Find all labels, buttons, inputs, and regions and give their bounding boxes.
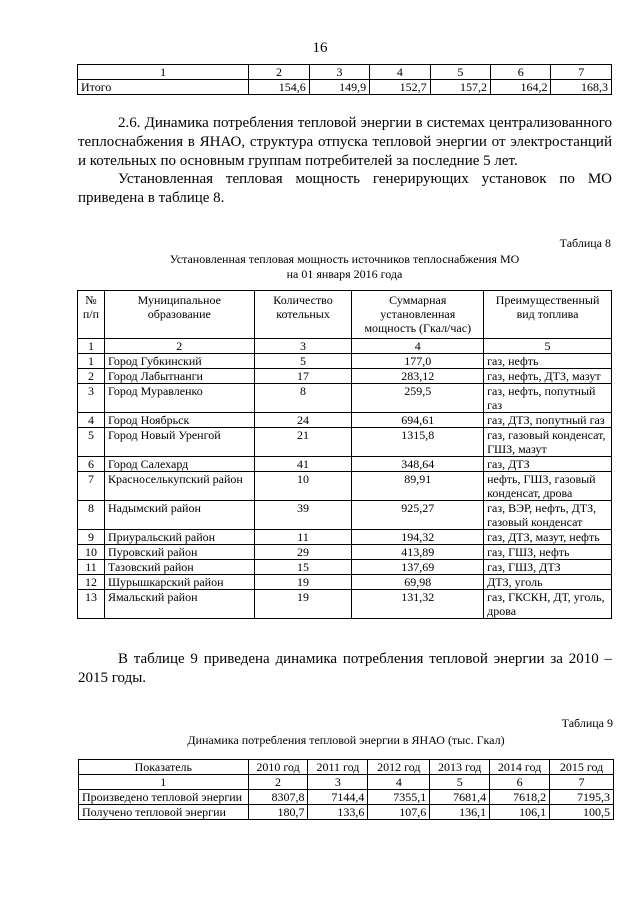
table8-header-cell: Суммарная установленная мощность (Гкал/час) bbox=[352, 291, 484, 339]
table-cell: 6 bbox=[78, 457, 105, 472]
table9-header-cell: 2013 год bbox=[430, 760, 490, 775]
table8-header-cell: Муниципальное образование bbox=[104, 291, 254, 339]
table9-header-cell: 2015 год bbox=[550, 760, 614, 775]
table9-header-cell: 2014 год bbox=[490, 760, 550, 775]
top-table-col: 3 bbox=[309, 65, 369, 80]
table-cell: 5 bbox=[78, 428, 105, 457]
table8-colnum: 3 bbox=[254, 339, 352, 354]
table9-label: Таблица 9 bbox=[561, 716, 613, 730]
table-cell: 7195,3 bbox=[550, 790, 614, 805]
table-cell: 100,5 bbox=[550, 805, 614, 820]
table-cell: 136,1 bbox=[430, 805, 490, 820]
table-cell: газ, ДТЗ, попутный газ bbox=[484, 413, 612, 428]
table9-colnum: 1 bbox=[79, 775, 249, 790]
table-cell: Шурышкарский район bbox=[104, 575, 254, 590]
table-cell: Красноселькупский район bbox=[104, 472, 254, 501]
table-row bbox=[78, 354, 612, 369]
table-cell: 29 bbox=[254, 545, 352, 560]
table-cell: 8 bbox=[254, 384, 352, 413]
table-cell: газ, ДТЗ bbox=[484, 457, 612, 472]
table-cell: 164,2 bbox=[491, 80, 551, 95]
table-cell: 12 bbox=[78, 575, 105, 590]
table-cell: 21 bbox=[254, 428, 352, 457]
table-cell: 7681,4 bbox=[430, 790, 490, 805]
table-cell: Город Губкинский bbox=[104, 354, 254, 369]
top-table-col: 6 bbox=[491, 65, 551, 80]
table-row bbox=[79, 805, 614, 820]
table8-colnum: 1 bbox=[78, 339, 105, 354]
table-cell: 39 bbox=[254, 501, 352, 530]
table8-title-line2: на 01 января 2016 года bbox=[286, 267, 403, 281]
table-cell: 131,32 bbox=[352, 590, 484, 619]
table-cell: 5 bbox=[254, 354, 352, 369]
table-cell: Итого bbox=[78, 80, 249, 95]
table-row bbox=[78, 369, 612, 384]
paragraph-table9: В таблице 9 приведена динамика потребления тепловой энергии за 2010 – 2015 годы. bbox=[78, 651, 612, 686]
table9-header-row bbox=[79, 760, 614, 775]
table-cell: газ, ВЭР, нефть, ДТЗ, газовый конденсат bbox=[484, 501, 612, 530]
table9-colnum: 4 bbox=[368, 775, 430, 790]
table-row bbox=[78, 590, 612, 619]
table-row bbox=[78, 575, 612, 590]
table-cell: 106,1 bbox=[490, 805, 550, 820]
table-cell: Город Муравленко bbox=[104, 384, 254, 413]
top-table-col: 5 bbox=[430, 65, 490, 80]
table8-header-row bbox=[78, 291, 612, 339]
table-cell: 1315,8 bbox=[352, 428, 484, 457]
table8-colnum-row bbox=[78, 339, 612, 354]
top-table bbox=[77, 64, 612, 95]
table-cell: 11 bbox=[254, 530, 352, 545]
table-cell: 259,5 bbox=[352, 384, 484, 413]
table-cell: нефть, ГШЗ, газовый конденсат, дрова bbox=[484, 472, 612, 501]
table-cell: Ямальский район bbox=[104, 590, 254, 619]
top-table-header-row bbox=[78, 65, 612, 80]
table-cell: газ, ГШЗ, нефть bbox=[484, 545, 612, 560]
table9-header-cell: 2011 год bbox=[308, 760, 368, 775]
table9-colnum: 2 bbox=[248, 775, 308, 790]
table-cell: Приуральский район bbox=[104, 530, 254, 545]
table-row bbox=[78, 428, 612, 457]
table-cell: Город Новый Уренгой bbox=[104, 428, 254, 457]
table-cell: 15 bbox=[254, 560, 352, 575]
table-cell: 107,6 bbox=[368, 805, 430, 820]
table-cell: 7 bbox=[78, 472, 105, 501]
table-cell: 133,6 bbox=[308, 805, 368, 820]
table9 bbox=[78, 759, 614, 820]
table-cell: Тазовский район bbox=[104, 560, 254, 575]
table-cell: газ, ГКСКН, ДТ, уголь, дрова bbox=[484, 590, 612, 619]
table-cell: 180,7 bbox=[248, 805, 308, 820]
table-cell: Город Салехард bbox=[104, 457, 254, 472]
table-cell: газ, нефть bbox=[484, 354, 612, 369]
table8-header-cell: Количество котельных bbox=[254, 291, 352, 339]
table8-colnum: 2 bbox=[104, 339, 254, 354]
top-table-col: 7 bbox=[551, 65, 612, 80]
table-cell: 8307,8 bbox=[248, 790, 308, 805]
top-table-col: 1 bbox=[78, 65, 249, 80]
table8-colnum: 4 bbox=[352, 339, 484, 354]
table-cell: 7144,4 bbox=[308, 790, 368, 805]
table-row bbox=[78, 501, 612, 530]
table-row bbox=[78, 530, 612, 545]
table-cell: 41 bbox=[254, 457, 352, 472]
top-table-col: 4 bbox=[370, 65, 430, 80]
table-cell: 8 bbox=[78, 501, 105, 530]
table-cell: газ, нефть, ДТЗ, мазут bbox=[484, 369, 612, 384]
table-cell: 9 bbox=[78, 530, 105, 545]
table9-header-cell: 2010 год bbox=[248, 760, 308, 775]
table-cell: Пуровский район bbox=[104, 545, 254, 560]
table-cell: 177,0 bbox=[352, 354, 484, 369]
table-cell: ДТЗ, уголь bbox=[484, 575, 612, 590]
table-cell: 89,91 bbox=[352, 472, 484, 501]
table9-title: Динамика потребления тепловой энергии в ЯНАО (тыс. Гкал) bbox=[187, 733, 505, 747]
table-cell: 13 bbox=[78, 590, 105, 619]
table9-colnum: 5 bbox=[430, 775, 490, 790]
table-cell: 348,64 bbox=[352, 457, 484, 472]
table-cell: газ, нефть, попутный газ bbox=[484, 384, 612, 413]
table-cell: 154,6 bbox=[249, 80, 309, 95]
table-row bbox=[78, 472, 612, 501]
table9-header-cell: 2012 год bbox=[368, 760, 430, 775]
table-cell: газ, ГШЗ, ДТЗ bbox=[484, 560, 612, 575]
table-cell: 413,89 bbox=[352, 545, 484, 560]
table-cell: 10 bbox=[254, 472, 352, 501]
table8-colnum: 5 bbox=[484, 339, 612, 354]
table-cell: 24 bbox=[254, 413, 352, 428]
table-cell: газ, газовый конденсат, ГШЗ, мазут bbox=[484, 428, 612, 457]
table8-label: Таблица 8 bbox=[559, 236, 611, 250]
table-cell: 283,12 bbox=[352, 369, 484, 384]
table9-header-cell: Показатель bbox=[79, 760, 249, 775]
table-row bbox=[79, 790, 614, 805]
table-cell: Произведено тепловой энергии bbox=[79, 790, 249, 805]
table-cell: 157,2 bbox=[430, 80, 490, 95]
paragraph-capacity: Установленная тепловая мощность генерирующих установок по МО приведена в таблице 8. bbox=[78, 171, 612, 206]
table-cell: 194,32 bbox=[352, 530, 484, 545]
table-cell: газ, ДТЗ, мазут, нефть bbox=[484, 530, 612, 545]
table-cell: 19 bbox=[254, 575, 352, 590]
table-cell: 7355,1 bbox=[368, 790, 430, 805]
table9-colnum-row bbox=[79, 775, 614, 790]
table-cell: Получено тепловой энергии bbox=[79, 805, 249, 820]
table-cell: 694,61 bbox=[352, 413, 484, 428]
table-row bbox=[78, 545, 612, 560]
table-cell: 1 bbox=[78, 354, 105, 369]
paragraph-2-6: 2.6. Динамика потребления тепловой энергии в системах централизованного теплоснабжения в ЯНАО, структура отпуска тепловой энергии от электростанций и котельных по основным группам потребителей за последние 5 лет. bbox=[78, 115, 612, 169]
table-row bbox=[78, 457, 612, 472]
page-number: 16 bbox=[312, 40, 328, 56]
table8 bbox=[77, 290, 612, 619]
table-cell: Город Лабытнанги bbox=[104, 369, 254, 384]
table8-header-cell: № п/п bbox=[78, 291, 105, 339]
table-cell: 152,7 bbox=[370, 80, 430, 95]
table-row bbox=[78, 413, 612, 428]
table-cell: 2 bbox=[78, 369, 105, 384]
table-cell: 17 bbox=[254, 369, 352, 384]
table-cell: 149,9 bbox=[309, 80, 369, 95]
table9-colnum: 7 bbox=[550, 775, 614, 790]
table-cell: 137,69 bbox=[352, 560, 484, 575]
table-cell: 11 bbox=[78, 560, 105, 575]
table-cell: 3 bbox=[78, 384, 105, 413]
top-table-col: 2 bbox=[249, 65, 309, 80]
table-row bbox=[78, 560, 612, 575]
table-cell: 4 bbox=[78, 413, 105, 428]
table-cell: 10 bbox=[78, 545, 105, 560]
top-table-total-row bbox=[78, 80, 612, 95]
table9-colnum: 3 bbox=[308, 775, 368, 790]
table-cell: Город Ноябрьск bbox=[104, 413, 254, 428]
table-cell: Надымский район bbox=[104, 501, 254, 530]
table8-title bbox=[77, 252, 612, 282]
table-cell: 19 bbox=[254, 590, 352, 619]
table-cell: 7618,2 bbox=[490, 790, 550, 805]
table-cell: 925,27 bbox=[352, 501, 484, 530]
table-cell: 69,98 bbox=[352, 575, 484, 590]
table-cell: 168,3 bbox=[551, 80, 612, 95]
table9-colnum: 6 bbox=[490, 775, 550, 790]
table8-header-cell: Преимущественный вид топлива bbox=[484, 291, 612, 339]
table-row bbox=[78, 384, 612, 413]
table8-title-line1: Установленная тепловая мощность источников теплоснабжения МО bbox=[169, 252, 520, 266]
